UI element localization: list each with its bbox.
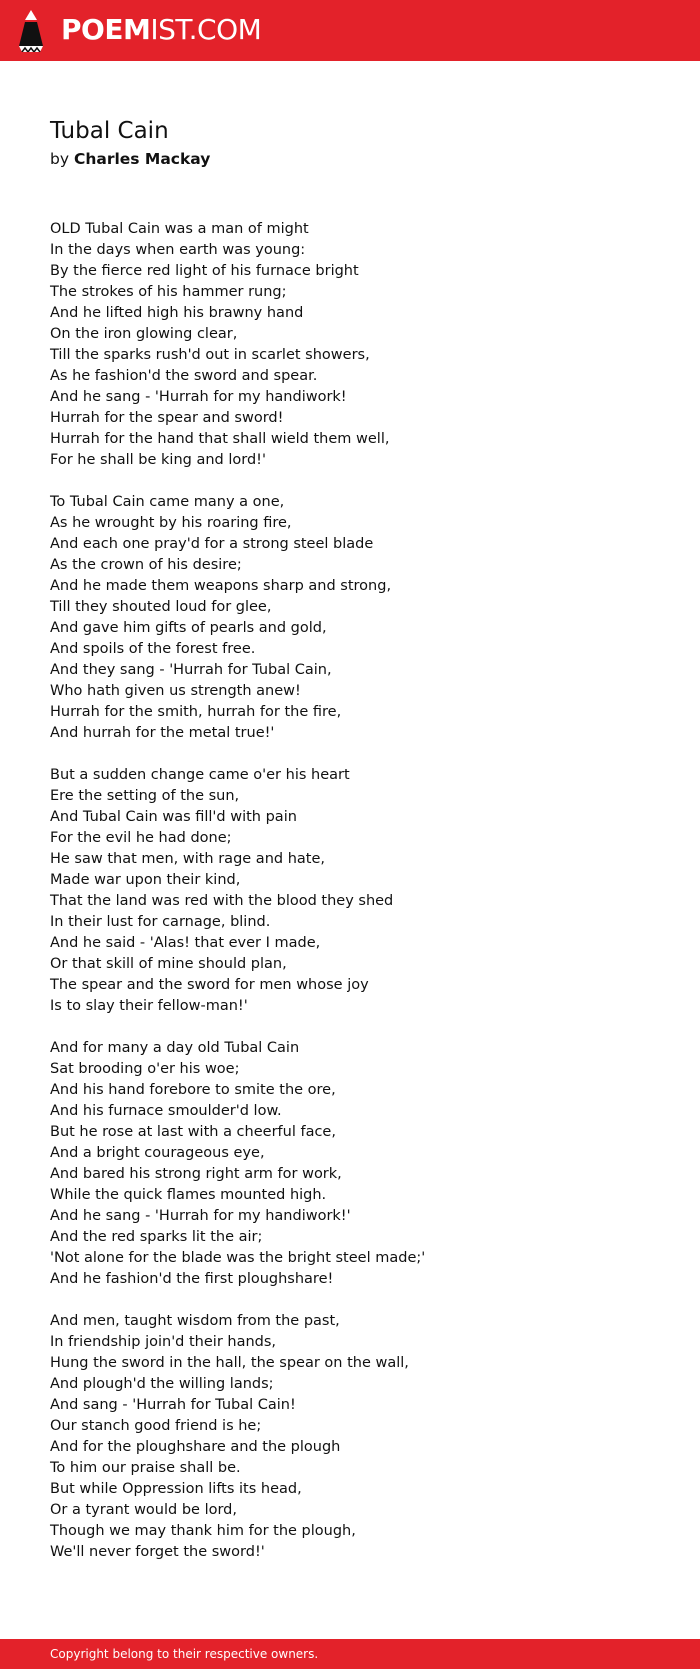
poem-line: To Tubal Cain came many a one,: [50, 494, 285, 510]
poem-line: The strokes of his hammer rung;: [50, 284, 287, 300]
poem-line: And for many a day old Tubal Cain: [50, 1040, 300, 1056]
copyright-text: Copyright belong to their respective owners.: [50, 1647, 319, 1661]
logo-bold-text: POEM: [61, 13, 151, 46]
poem-line: And he lifted high his brawny hand: [50, 305, 304, 321]
poem-line: Till they shouted loud for glee,: [50, 599, 272, 615]
site-footer: [0, 1639, 700, 1669]
poem-line: For he shall be king and lord!': [50, 452, 266, 468]
poem-line: Hurrah for the smith, hurrah for the fire,: [50, 704, 342, 720]
by-label: by: [50, 150, 70, 168]
poem-line: In their lust for carnage, blind.: [50, 914, 271, 930]
poem-body: [50, 219, 670, 1584]
poem-line: And a bright courageous eye,: [50, 1145, 265, 1161]
poem-line: Made war upon their kind,: [50, 872, 241, 888]
logo-light-text: IST.COM: [150, 13, 262, 46]
poem-title: Tubal Cain: [50, 118, 169, 144]
poem-line: And men, taught wisdom from the past,: [50, 1313, 340, 1329]
poem-line: And for the ploughshare and the plough: [50, 1439, 341, 1455]
poem-line: As he fashion'd the sword and spear.: [50, 368, 318, 384]
poem-line: Hurrah for the spear and sword!: [50, 410, 284, 426]
poem-line: And plough'd the willing lands;: [50, 1376, 274, 1392]
poem-line: In the days when earth was young:: [50, 242, 306, 258]
poem-line: Sat brooding o'er his woe;: [50, 1061, 240, 1077]
poem-line: Is to slay their fellow-man!': [50, 998, 248, 1014]
poem-line: And he said - 'Alas! that ever I made,: [50, 935, 321, 951]
poem-line: OLD Tubal Cain was a man of might: [50, 221, 309, 237]
poem-line: And each one pray'd for a strong steel blade: [50, 536, 374, 552]
poem-line: And he sang - 'Hurrah for my handiwork!': [50, 1208, 351, 1224]
poem-line: Though we may thank him for the plough,: [50, 1523, 356, 1539]
poem-line: While the quick flames mounted high.: [50, 1187, 327, 1203]
poem-line: And he sang - 'Hurrah for my handiwork!: [50, 389, 347, 405]
poem-stanza: [50, 219, 670, 471]
poem-line: As he wrought by his roaring fire,: [50, 515, 292, 531]
poem-line: Or a tyrant would be lord,: [50, 1502, 237, 1518]
poem-line: Hurrah for the hand that shall wield them well,: [50, 431, 390, 447]
poem-author: Charles Mackay: [73, 150, 211, 168]
poem-line: And spoils of the forest free.: [50, 641, 256, 657]
poem-line: And he made them weapons sharp and strong,: [50, 578, 392, 594]
site-logo[interactable]: [61, 10, 261, 50]
poem-line: Who hath given us strength anew!: [50, 683, 301, 699]
poem-line: As the crown of his desire;: [50, 557, 242, 573]
poem-stanza: [50, 765, 670, 1017]
poem-line: Hung the sword in the hall, the spear on the wall,: [50, 1355, 409, 1371]
poem-line: But he rose at last with a cheerful face,: [50, 1124, 336, 1140]
poem-line: Our stanch good friend is he;: [50, 1418, 262, 1434]
poem-line: And gave him gifts of pearls and gold,: [50, 620, 327, 636]
poem-line: But a sudden change came o'er his heart: [50, 767, 350, 783]
poem-stanza: [50, 492, 670, 744]
poem-line: And bared his strong right arm for work,: [50, 1166, 342, 1182]
poem-line: And the red sparks lit the air;: [50, 1229, 263, 1245]
poem-stanza: [50, 1038, 670, 1290]
poem-line: By the fierce red light of his furnace bright: [50, 263, 359, 279]
poem-line: Or that skill of mine should plan,: [50, 956, 287, 972]
poem-line: And sang - 'Hurrah for Tubal Cain!: [50, 1397, 296, 1413]
poem-line: Ere the setting of the sun,: [50, 788, 240, 804]
poem-line: And his hand forebore to smite the ore,: [50, 1082, 336, 1098]
poem-line: The spear and the sword for men whose joy: [50, 977, 369, 993]
poem-line: But while Oppression lifts its head,: [50, 1481, 302, 1497]
poem-line: Till the sparks rush'd out in scarlet showers,: [50, 347, 370, 363]
poem-line: And they sang - 'Hurrah for Tubal Cain,: [50, 662, 332, 678]
poem-byline: [50, 148, 210, 170]
poem-line: And his furnace smoulder'd low.: [50, 1103, 282, 1119]
poem-line: In friendship join'd their hands,: [50, 1334, 277, 1350]
poem-line: And hurrah for the metal true!': [50, 725, 275, 741]
pencil-tip-icon[interactable]: [18, 10, 44, 52]
poem-line: And Tubal Cain was fill'd with pain: [50, 809, 297, 825]
poem-line: And he fashion'd the first ploughshare!: [50, 1271, 334, 1287]
poem-line: On the iron glowing clear,: [50, 326, 238, 342]
poem-line: He saw that men, with rage and hate,: [50, 851, 325, 867]
poem-line: We'll never forget the sword!': [50, 1544, 265, 1560]
poem-line: To him our praise shall be.: [50, 1460, 241, 1476]
poem-line: 'Not alone for the blade was the bright steel made;': [50, 1250, 426, 1266]
poem-stanza: [50, 1311, 670, 1563]
poem-line: That the land was red with the blood they shed: [50, 893, 394, 909]
site-header: [0, 0, 700, 61]
poem-line: For the evil he had done;: [50, 830, 232, 846]
